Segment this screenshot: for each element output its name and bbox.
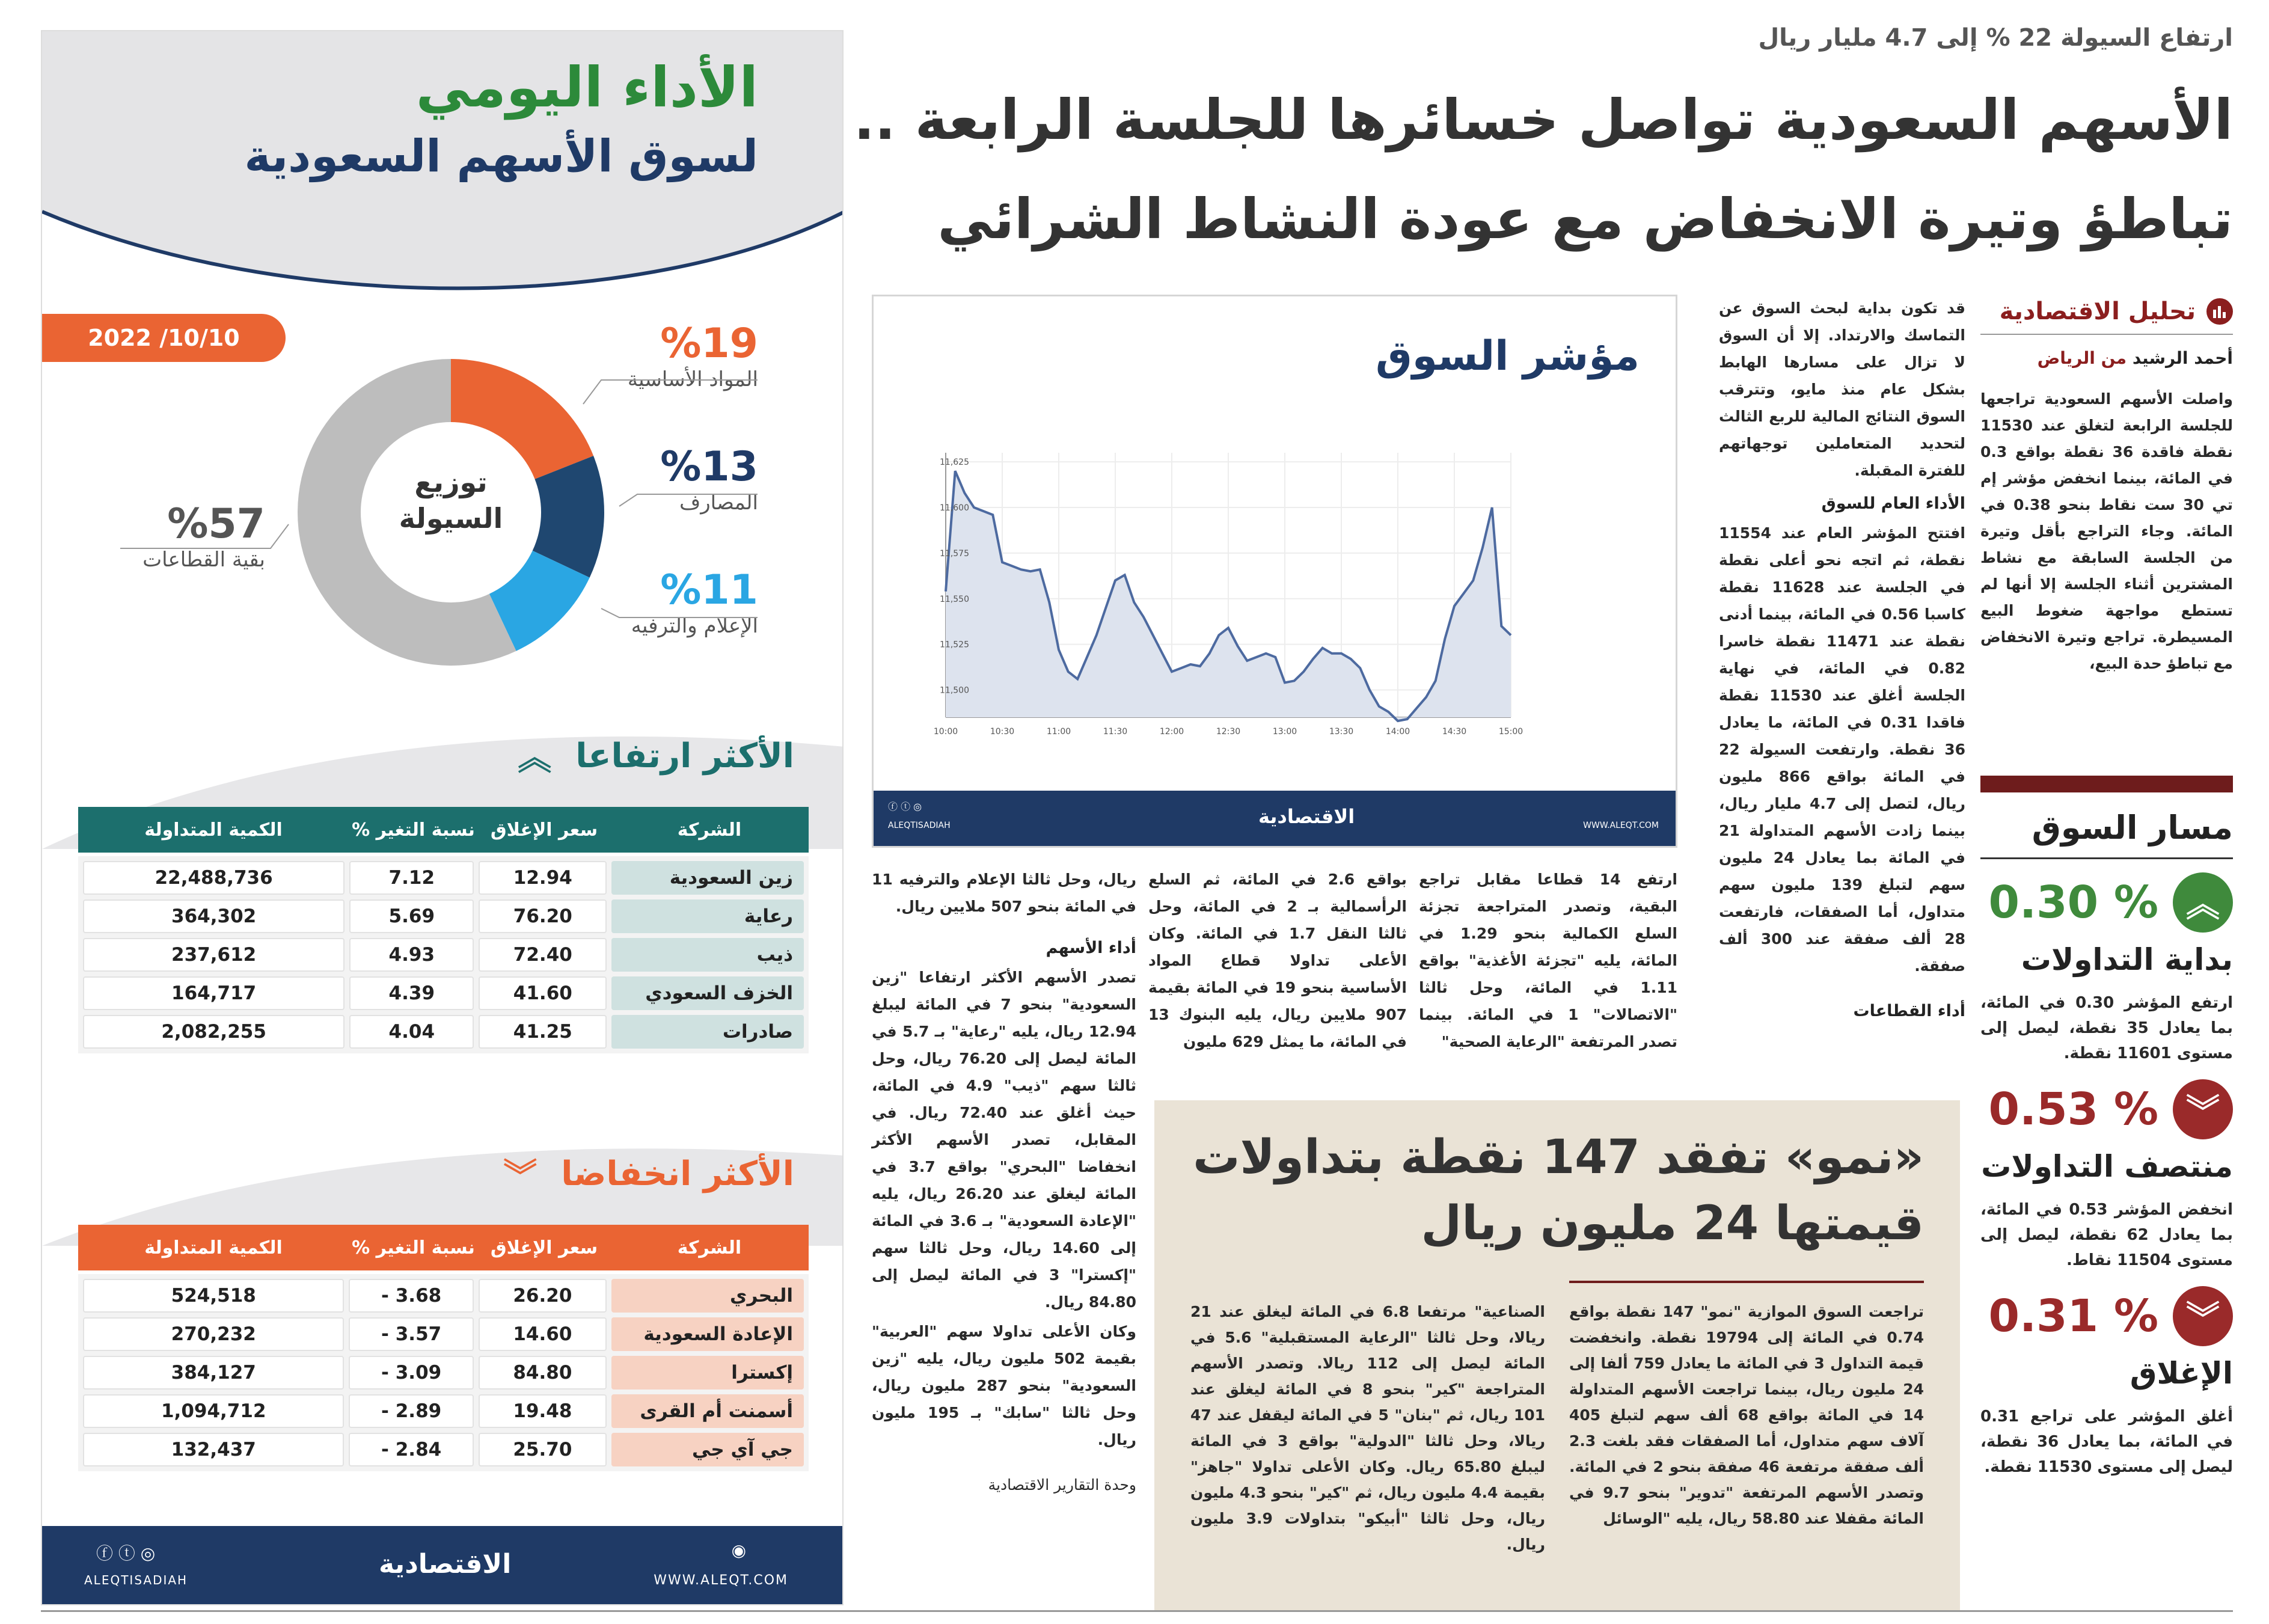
table-row: [83, 1015, 804, 1049]
credit: وحدة التقارير الاقتصادية: [988, 1476, 1136, 1494]
double-chevron-up-icon: ︽: [518, 739, 552, 778]
donut-center-1: توزيع: [414, 466, 488, 498]
x-tick-label: 14:30: [1442, 727, 1467, 737]
gainers-heading: [518, 732, 794, 780]
double-chevron-down-icon: ︾: [2173, 1286, 2233, 1346]
donut-center-2: السيولة: [399, 502, 503, 535]
article-column-5: [872, 866, 1136, 1498]
nomu-title-2: قيمتها 24 مليون ريال: [1421, 1197, 1924, 1251]
article-column-2: [1719, 295, 1965, 1027]
path-item-close: [1980, 1286, 2233, 1480]
x-tick-label: 10:00: [933, 727, 958, 737]
losers-rows: [78, 1274, 809, 1471]
volume-cell: 132,437: [83, 1433, 344, 1466]
losers-title: الأكثر انخفاضا: [561, 1154, 794, 1193]
close-price-cell: 25.70: [479, 1433, 607, 1466]
mid-value: % 0.53: [1988, 1083, 2158, 1135]
table-row: [83, 1279, 804, 1313]
analysis-column: [1980, 298, 2233, 677]
legend-leader-lines: [42, 31, 844, 723]
chart-footer: [874, 791, 1676, 846]
legend-label: المصارف: [679, 491, 758, 515]
x-tick-label: 10:30: [990, 727, 1015, 737]
volume-cell: 364,302: [83, 899, 344, 933]
change-cell: 7.12: [349, 861, 474, 895]
article-column-4: بواقع 2.6 في المائة، ثم السلع الرأسمالية بـ 2 في المائة، وحل ثالثا النقل 1.7 في المائة. وكان الأعلى تداولا قطاع المواد الأساسية بنحو 19 في المائة بقيمة 907 ملايين ريال، يليه البنوك 13 في المائة، ما يمثل 629 مليون: [1148, 871, 1407, 1050]
close-price-cell: 41.60: [479, 976, 607, 1010]
table-row: [83, 1317, 804, 1351]
y-tick-label: 11,525: [940, 640, 969, 650]
change-cell: 4.93: [349, 938, 474, 972]
article-column-3: ارتفع 14 قطاعا مقابل تراجع البقية، وتصدر المتراجعة تجزئة السلع الكمالية بنحو 1.29 في المائة، يليه "تجزئة الأغذية" بواقع 1.11 في المائة، وحل ثالثا "الاتصالات" 1 في المائة. بينما تصدر المرتفعة "الرعاية الصحية": [1419, 871, 1677, 1050]
info-title-2: لسوق الأسهم السعودية: [244, 130, 758, 182]
author-name: أحمد الرشيد: [2132, 348, 2233, 368]
byline: [1980, 348, 2233, 368]
table-row: [83, 938, 804, 972]
market-path: [1980, 809, 2233, 1480]
volume-cell: 384,127: [83, 1356, 344, 1390]
col-header: الكمية المتداولة: [144, 1237, 283, 1258]
infographic-panel: [41, 30, 844, 1605]
double-chevron-down-icon: ︾: [503, 1157, 537, 1196]
gainers-title: الأكثر ارتفاعا: [575, 736, 794, 776]
globe-icon: ◉: [731, 1540, 746, 1560]
volume-cell: 2,082,255: [83, 1015, 344, 1049]
losers-header: [78, 1225, 809, 1270]
legend-pct: %57: [167, 500, 265, 548]
col5-p1: ريال، وحل ثالثا الإعلام والترفيه 11 في المائة بنحو 507 ملايين ريال.: [872, 871, 1136, 915]
company-cell: ذيب: [611, 938, 804, 972]
subhead-sectors: أداء القطاعات: [1853, 1002, 1965, 1020]
company-cell: إكسترا: [611, 1356, 804, 1390]
close-price-cell: 41.25: [479, 1015, 607, 1049]
author-location: من الرياض: [2037, 348, 2127, 368]
company-cell: الإعادة السعودية: [611, 1317, 804, 1351]
col-header: نسبة التغير %: [352, 1237, 475, 1258]
close-price-cell: 84.80: [479, 1356, 607, 1390]
change-cell: 2.84 -: [349, 1433, 473, 1466]
subhead-general: الأداء العام للسوق: [1821, 494, 1965, 513]
mid-label: منتصف التداولات: [1981, 1149, 2233, 1184]
chart-badge-icon: [2206, 298, 2233, 325]
change-cell: 4.39: [349, 976, 474, 1010]
losers-table: [78, 1225, 809, 1471]
y-tick-label: 11,600: [940, 503, 969, 513]
change-cell: 3.68 -: [349, 1279, 473, 1313]
change-cell: 3.57 -: [349, 1317, 473, 1351]
change-cell: 2.89 -: [349, 1394, 473, 1428]
change-cell: 3.09 -: [349, 1356, 473, 1390]
company-cell: الخزف السعودي: [611, 976, 804, 1010]
path-item-mid: [1980, 1079, 2233, 1273]
losers-heading: [503, 1150, 794, 1198]
x-tick-label: 13:30: [1329, 727, 1354, 737]
table-row: [83, 976, 804, 1010]
close-price-cell: 12.94: [479, 861, 607, 895]
nomu-rule: [1569, 1281, 1924, 1283]
x-tick-label: 12:00: [1159, 727, 1184, 737]
analysis-intro: واصلت الأسهم السعودية تراجعها للجلسة الرابعة لتغلق عند 11530 نقطة فاقدة 36 نقطة بواقع 0.3 في المائة، بينما انخفض مؤشر إم تي 30 ست نقاط بنحو 0.38 في المائة. وجاء التراجع بأقل وتيرة من الجلسة السابقة مع نشاط المشترين أثناء الجلسة إلا أنها لم تستطع مواجهة ضغوط البيع المسيطرة. تراجع وتيرة الانخفاض مع تباطؤ حدة البيع،: [1980, 390, 2233, 672]
date-badge: 10/10/ 2022: [42, 314, 286, 362]
legend-pct: %13: [660, 443, 758, 491]
close-price-cell: 72.40: [479, 938, 607, 972]
path-item-start: [1980, 872, 2233, 1066]
analysis-label: تحليل الاقتصادية: [1999, 298, 2196, 325]
x-tick-label: 11:30: [1103, 727, 1128, 737]
social-icons: ◎ ⓕ ⓣ: [96, 1543, 156, 1563]
analysis-label-row: [1980, 298, 2233, 335]
info-footer-handle: ALEQTISADIAH: [84, 1573, 188, 1587]
change-cell: 5.69: [349, 899, 474, 933]
legend-label: المواد الأساسية: [627, 367, 758, 391]
company-cell: جي آي جي: [611, 1433, 804, 1466]
subhead-stocks: أداء الأسهم: [1046, 939, 1136, 957]
volume-cell: 524,518: [83, 1279, 344, 1313]
headline-line1: الأسهم السعودية تواصل خسائرها للجلسة الرابعة ..: [853, 88, 2233, 152]
company-cell: زين السعودية: [611, 861, 804, 895]
x-tick-label: 13:00: [1272, 727, 1297, 737]
gainers-rows: [78, 856, 809, 1053]
table-row: [83, 861, 804, 895]
y-tick-label: 11,625: [940, 458, 969, 468]
y-tick-label: 11,550: [940, 594, 969, 604]
close-price-cell: 19.48: [479, 1394, 607, 1428]
mid-text: انخفض المؤشر 0.53 في المائة، بما يعادل 62 نقطة، ليصل إلى مستوى 11504 نقاط.: [1980, 1201, 2233, 1269]
chart-title: مؤشر السوق: [1375, 332, 1640, 380]
table-row: [83, 1433, 804, 1466]
y-tick-label: 11,500: [940, 685, 969, 696]
col-header: الكمية المتداولة: [144, 819, 283, 841]
close-price-cell: 76.20: [479, 899, 607, 933]
info-footer: [42, 1526, 842, 1604]
col5-p3: وكان الأعلى تداولا سهم "العربية" بقيمة 502 مليون ريال، يليه "زين السعودية" بنحو 287 مليون ريال، وحل ثالثا "سابك" بـ 195 مليون ريال.: [872, 1323, 1137, 1448]
close-price-cell: 14.60: [479, 1317, 607, 1351]
company-cell: البحري: [611, 1279, 804, 1313]
index-line-chart: [874, 296, 1676, 791]
company-cell: أسمنت أم القرى: [611, 1394, 804, 1428]
table-row: [83, 1356, 804, 1390]
double-chevron-down-icon: ︾: [2173, 1079, 2233, 1139]
info-title-1: الأداء اليومي: [415, 55, 758, 120]
volume-cell: 237,612: [83, 938, 344, 972]
gainers-table: [78, 807, 809, 1053]
legend-label: الإعلام والترفيه: [631, 614, 758, 638]
x-tick-label: 15:00: [1498, 727, 1523, 737]
info-footer-url: WWW.ALEQT.COM: [654, 1573, 788, 1588]
col2-p1: قد تكون بداية لبحث السوق عن التماسك والارتداد. إلا أن السوق لا تزال على مسارها الهابط بشكل عام منذ مايو، وتترقب السوق النتائج المالية للربع الثالث لتحديد المتعاملين توجهاتهم للفترة المقبلة.: [1719, 299, 1965, 479]
nomu-box: [1154, 1100, 1960, 1611]
col-header: الشركة: [677, 1237, 742, 1258]
nomu-title-1: «نمو» تفقد 147 نقطة بتداولات: [1193, 1130, 1924, 1184]
legend-pct: %19: [660, 320, 758, 367]
market-index-chart-card: [872, 295, 1677, 848]
gainers-header: [78, 807, 809, 853]
social-icons: ◎ ⓕ ⓣ: [888, 801, 922, 812]
close-label: الإغلاق: [2130, 1356, 2233, 1391]
col5-p2: تصدر الأسهم الأكثر ارتفاعا "زين السعودية" بنحو 7 في المائة ليبلغ 12.94 ريال، يليه "رعاية" بـ 5.7 في المائة ليصل إلى 76.20 ريال، وحل ثالثا سهم "ذيب" 4.9 في المائة، حيث أغلق عند 72.40 ريال. في المقابل، تصدر الأسهم الأكثر انخفاضا "البحري" بواقع 3.7 في المائة ليغلق عند 26.20 ريال، يليه "الإعادة السعودية" بـ 3.6 في المائة إلى 14.60 ريال، وحل ثالثا سهم "إكسترا" 3 في المائة ليصل إلى 84.80 ريال.: [872, 969, 1137, 1311]
chart-footer-handle: ALEQTISADIAH: [888, 821, 951, 830]
double-chevron-up-icon: ︽: [2173, 872, 2233, 933]
start-value: % 0.30: [1988, 877, 2158, 928]
col-header: نسبة التغير %: [352, 819, 475, 841]
volume-cell: 1,094,712: [83, 1394, 344, 1428]
close-value: % 0.31: [1988, 1290, 2158, 1342]
headline-line2: تباطؤ وتيرة الانخفاض مع عودة النشاط الشرائي: [937, 187, 2233, 251]
close-text: أغلق المؤشر على تراجع 0.31 في المائة، بما يعادل 36 نقطة، ليصل إلى مستوى 11530 نقطة.: [1980, 1408, 2234, 1476]
volume-cell: 22,488,736: [83, 861, 344, 895]
page-bottom-rule: [41, 1610, 2233, 1612]
col-header: سعر الإغلاق: [490, 1237, 598, 1258]
company-cell: صادرات: [611, 1015, 804, 1049]
start-label: بداية التداولات: [2021, 942, 2233, 977]
legend-label: بقية القطاعات: [142, 548, 265, 572]
col-header: الشركة: [677, 819, 742, 841]
company-cell: رعاية: [611, 899, 804, 933]
chart-footer-brand: الاقتصادية: [1258, 805, 1355, 828]
kicker: ارتفاع السيولة 22 % إلى 4.7 مليار ريال: [1758, 24, 2233, 52]
nomu-column-1: تراجعت السوق الموازية "نمو" 147 نقطة بواقع 0.74 في المائة إلى 19794 نقطة. وانخفضت قيمة التداول 3 في المائة ما يعادل 759 ألفا إلى 24 مليون ريال، بينما تراجعت الأسهم المتداولة 14 في المائة بواقع 68 ألف سهم لتبلغ 405 آلاف سهم متداول، أما الصفقات فقد بلغت 2.3 ألف صفقة مرتفعة 46 صفقة بنحو 2 في المائة. وتصدر الأسهم المرتفعة "تدوير" بنحو 9.7 في المائة مقفلا عند 58.80 ريال، يليه "الوسائل: [1569, 1303, 1925, 1527]
table-row: [83, 1394, 804, 1428]
divider-bar: [1980, 776, 2233, 792]
x-tick-labels: [934, 727, 1523, 737]
close-price-cell: 26.20: [479, 1279, 607, 1313]
change-cell: 4.04: [349, 1015, 474, 1049]
y-tick-label: 11,575: [940, 548, 969, 559]
x-tick-label: 11:00: [1046, 727, 1071, 737]
table-row: [83, 899, 804, 933]
col2-p2: افتتح المؤشر العام عند 11554 نقطة، ثم اتجه نحو أعلى نقطة في الجلسة عند 11628 نقطة كاسبا 0.56 في المائة، بينما أدنى نقطة عند 11471 نقطة خاسرا 0.82 في المائة، في نهاية الجلسة أغلق عند 11530 نقطة فاقدا 0.31 في المائة، ما يعادل 36 نقطة. وارتفعت السيولة 22 في المائة بواقع 866 مليون ريال، لتصل إلى 4.7 مليار ريال، بينما زادت الأسهم المتداولة 21 في المائة بما يعادل 24 مليون سهم لتبلغ 139 مليون سهم متداول، أما الصفقات، فارتفعت 28 ألف صفقة عند 300 ألف صفقة.: [1719, 524, 1966, 975]
market-path-title: مسار السوق: [1980, 809, 2233, 859]
col-header: سعر الإغلاق: [490, 819, 598, 841]
x-tick-label: 14:00: [1385, 727, 1410, 737]
volume-cell: 270,232: [83, 1317, 344, 1351]
nomu-column-2: الصناعية" مرتفعا 6.8 في المائة ليغلق عند 21 ريالا، وحل ثالثا "الرعاية المستقبلية" 5.6 في المائة ليصل إلى 112 ريالا. وتصدر الأسهم المتراجعة "كير" بنحو 8 في المائة ليغلق عند 101 ريال، ثم "بنان" 5 في المائة ليقفل عند 47 ريالا، وحل ثالثا "الدولية" بواقع 3 في المائة ليبلغ 65.80 ريال. وكان الأعلى تداولا "جاهز" بقيمة 4.4 مليون ريال، ثم "كير" بنحو 4.3 مليون ريال، وحل ثالثا "أبيكو" بتداولات 3.9 مليون ريال.: [1190, 1303, 1546, 1553]
volume-cell: 164,717: [83, 976, 344, 1010]
x-tick-label: 12:30: [1216, 727, 1241, 737]
chart-footer-url: WWW.ALEQT.COM: [1583, 821, 1659, 830]
start-text: ارتفع المؤشر 0.30 في المائة، بما يعادل 35 نقطة، ليصل إلى مستوى 11601 نقطة.: [1980, 994, 2233, 1062]
info-footer-brand: الاقتصادية: [379, 1549, 512, 1580]
legend-pct: %11: [660, 566, 758, 614]
